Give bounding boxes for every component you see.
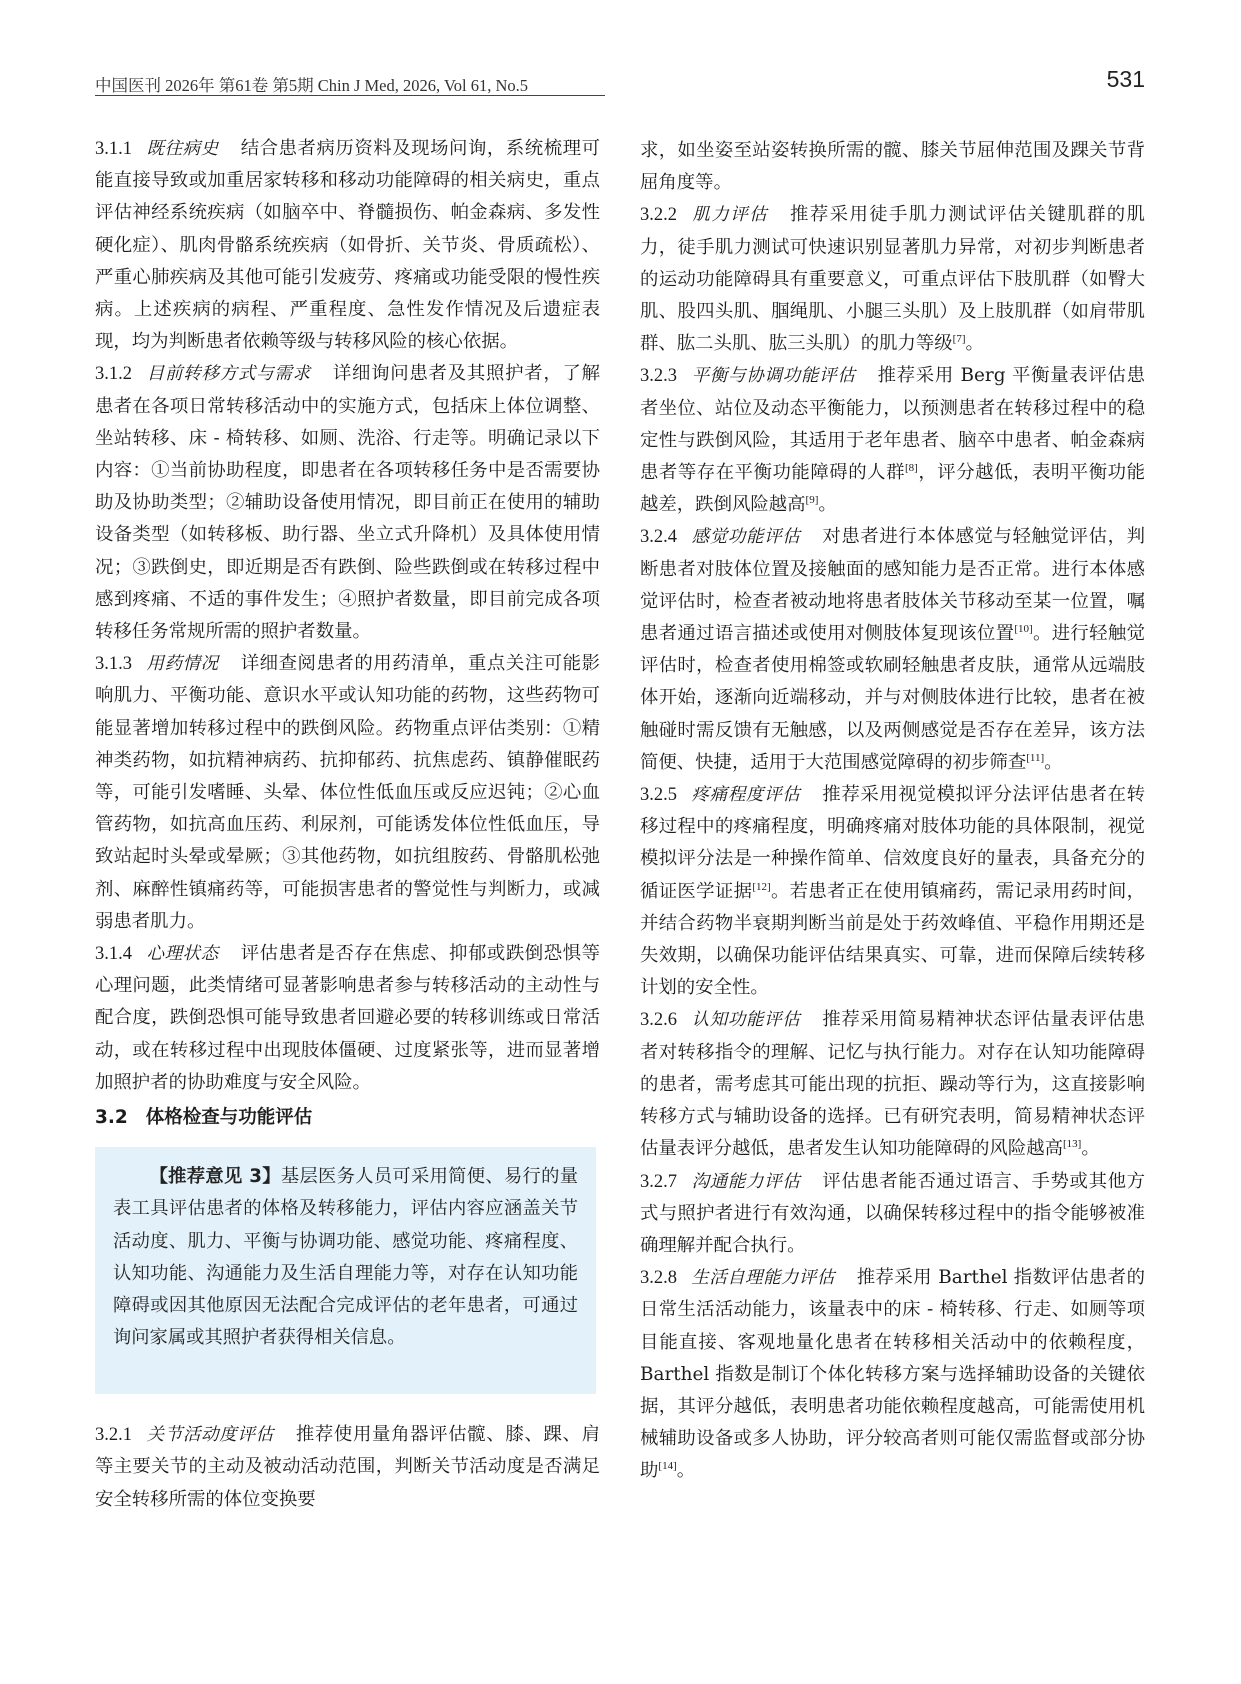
paragraph-body: 推荐采用简易精神状态评估量表评估患者对转移指令的理解、记忆与执行能力。对存在认知功能障碍的患者，需考虑其可能出现的抗拒、躁动等行为，这直接影响转移方式与辅助设备的选择。已有研究表明，简易精神状态评估量表评分越低，患者发生认知功能障碍的风险越高 bbox=[640, 1009, 1145, 1160]
paragraph-tail: 。若患者正在使用镇痛药，需记录用药时间，并结合药物半衰期判断当前是处于药效峰值、平稳作用期还是失效期，以确保功能评估结果真实、可靠，进而保障后续转移计划的安全性。 bbox=[640, 880, 1145, 999]
paragraph-body: 推荐采用视觉模拟评分法评估患者在转移过程中的疼痛程度，明确疼痛对肢体功能的具体限制，视觉模拟评分法是一种操作简单、信效度良好的量表，具备充分的循证医学证据 bbox=[640, 784, 1145, 902]
paragraph-3-2-2 bbox=[640, 199, 1145, 360]
paragraph-heading: 平衡与协调功能评估 bbox=[691, 366, 856, 387]
paragraph-3-2-8 bbox=[640, 1262, 1145, 1487]
section-number: 3.2 bbox=[95, 1107, 128, 1129]
paragraph-3-2-1-continued bbox=[640, 135, 1145, 199]
paragraph-heading: 用药情况 bbox=[146, 654, 219, 675]
paragraph-3-1-4 bbox=[95, 938, 600, 1099]
section-heading-3-2 bbox=[95, 1103, 600, 1133]
paragraph-body: 求，如坐姿至站姿转换所需的髋、膝关节屈伸范围及踝关节背屈角度等。 bbox=[640, 140, 1145, 194]
citation-ref: [9] bbox=[805, 494, 819, 507]
citation-ref: [8] bbox=[905, 461, 918, 474]
section-number: 3.1.1 bbox=[95, 139, 132, 159]
section-number: 3.1.2 bbox=[95, 364, 132, 385]
recommendation-text bbox=[113, 1161, 578, 1354]
paragraph-heading: 肌力评估 bbox=[691, 205, 769, 226]
paragraph-3-2-1 bbox=[95, 1419, 600, 1516]
paragraph-body: 详细询问患者及其照护者，了解患者在各项日常转移活动中的实施方式，包括床上体位调整、坐站转移、床 - 椅转移、如厕、洗浴、行走等。明确记录以下内容：①当前协助程度，即患者在各项转移任务中是否需要协助及协助类型；②辅助设备使用情况，即目前正在使用的辅助设备类型（如转移板、助行器、坐立式升降机）及具体使用情况；③跌倒史，即近期是否有跌倒、险些跌倒或在转移过程中感到疼痛、不适的事件发生；④照护者数量，即目前完成各项转移任务常规所需的照护者数量。 bbox=[95, 363, 600, 643]
section-number: 3.2.2 bbox=[640, 205, 677, 226]
paragraph-body: 推荐采用 Berg 平衡量表评估患者坐位、站位及动态平衡能力，以预测患者在转移过程中的稳定性与跌倒风险，其适用于老年患者、脑卒中患者、帕金森病患者等存在平衡功能障碍的人群 bbox=[640, 365, 1146, 484]
paragraph-heading: 既往病史 bbox=[146, 139, 219, 159]
paragraph-heading: 沟通能力评估 bbox=[691, 1171, 801, 1192]
paragraph-3-2-4 bbox=[640, 521, 1145, 779]
paragraph-body: 推荐采用徒手肌力测试评估关键肌群的肌力，徒手肌力测试可快速识别显著肌力异常，对初步判断患者的运动功能障碍具有重要意义，可重点评估下肢肌群（如臀大肌、股四头肌、腘绳肌、小腿三头肌）及上肢肌群（如肩带肌群、肱二头肌、肱三头肌）的肌力等级 bbox=[640, 204, 1145, 355]
paragraph-3-1-1 bbox=[95, 133, 600, 358]
page-number: 531 bbox=[1106, 66, 1145, 92]
citation-ref: [10] bbox=[1014, 622, 1033, 635]
section-number: 3.2.7 bbox=[640, 1171, 677, 1192]
section-number: 3.2.1 bbox=[95, 1425, 132, 1446]
left-column bbox=[95, 133, 600, 1516]
citation-ref: [7] bbox=[952, 333, 966, 346]
citation-ref: [11] bbox=[1026, 751, 1045, 764]
paragraph-heading: 感觉功能评估 bbox=[691, 527, 801, 548]
section-number: 3.1.4 bbox=[95, 944, 132, 965]
paragraph-tail: 。 bbox=[818, 494, 837, 516]
paragraph-mid: 。进行轻触觉评估时，检查者使用棉签或软刷轻触患者皮肤，通常从远端肢体开始，逐渐向近端移动，并与对侧肢体进行比较，患者在被触碰时需反馈有无触感，以及两侧感觉是否存在差异，该方法简便、快捷，适用于大范围感觉障碍的初步筛查 bbox=[640, 623, 1145, 773]
paragraph-heading: 关节活动度评估 bbox=[146, 1425, 274, 1446]
right-column bbox=[640, 135, 1145, 1488]
paragraph-tail: 。 bbox=[676, 1460, 696, 1482]
paragraph-body: 结合患者病历资料及现场问询，系统梳理可能直接导致或加重居家转移和移动功能障碍的相关病史，重点评估神经系统疾病（如脑卒中、脊髓损伤、帕金森病、多发性硬化症）、肌肉骨骼系统疾病（如骨折、关节炎、骨质疏松）、严重心肺疾病及其他可能引发疲劳、疼痛或功能受限的慢性疾病。上述疾病的病程、严重程度、急性发作情况及后遗症表现，均为判断患者依赖等级与转移风险的核心依据。 bbox=[95, 138, 600, 353]
paragraph-3-2-5 bbox=[640, 779, 1145, 1004]
section-number: 3.2.8 bbox=[640, 1268, 677, 1289]
recommendation-box bbox=[95, 1147, 596, 1394]
citation-ref: [12] bbox=[752, 880, 771, 893]
section-number: 3.2.5 bbox=[640, 785, 677, 806]
paragraph-body: 评估患者能否通过语言、手势或其他方式与照护者进行有效沟通，以确保转移过程中的指令能够被准确理解并配合执行。 bbox=[640, 1170, 1145, 1256]
paragraph-tail: 。 bbox=[965, 333, 984, 355]
paragraph-3-2-6 bbox=[640, 1004, 1145, 1165]
paragraph-mid: ，评分越低，表明平衡功能越差，跌倒风险越高 bbox=[640, 462, 1145, 516]
recommendation-label: 【推荐意见 3】 bbox=[149, 1166, 281, 1188]
paragraph-heading: 目前转移方式与需求 bbox=[146, 364, 311, 385]
paragraph-body: 详细查阅患者的用药清单，重点关注可能影响肌力、平衡功能、意识水平或认知功能的药物，这些药物可能显著增加转移过程中的跌倒风险。药物重点评估类别：①精神类药物，如抗精神病药、抗抑郁药、抗焦虑药、镇静催眠药等，可能引发嗜睡、头晕、体位性低血压或反应迟钝；②心血管药物，如抗高血压药、利尿剂，可能诱发体位性低血压，导致站起时头晕或晕厥；③其他药物，如抗组胺药、骨骼肌松弛剂、麻醉性镇痛药等，可能损害患者的警觉性与判断力，或减弱患者肌力。 bbox=[95, 653, 600, 932]
paragraph-tail: 。 bbox=[1044, 751, 1063, 773]
running-header bbox=[95, 66, 1145, 96]
paragraph-heading: 心理状态 bbox=[146, 944, 219, 965]
paragraph-tail: 。 bbox=[1081, 1138, 1100, 1160]
section-number: 3.2.4 bbox=[640, 527, 677, 548]
paragraph-3-1-2 bbox=[95, 358, 600, 648]
section-title: 体格检查与功能评估 bbox=[145, 1107, 313, 1129]
paragraph-heading: 认知功能评估 bbox=[691, 1010, 801, 1031]
recommendation-body: 基层医务人员可采用简便、易行的量表工具评估患者的体格及转移能力，评估内容应涵盖关节活动度、肌力、平衡与协调功能、感觉功能、疼痛程度、认知功能、沟通能力及生活自理能力等，对存在认知功能障碍或因其他原因无法配合完成评估的老年患者，可通过询问家属或其照护者获得相关信息。 bbox=[113, 1166, 579, 1349]
section-number: 3.2.3 bbox=[640, 366, 677, 387]
paragraph-heading: 疼痛程度评估 bbox=[691, 785, 801, 806]
paragraph-body: 对患者进行本体感觉与轻触觉评估，判断患者对肢体位置及接触面的感知能力是否正常。进行本体感觉评估时，检查者被动地将患者肢体关节移动至某一位置，嘱患者通过语言描述或使用对侧肢体复现该位置 bbox=[640, 526, 1145, 645]
citation-ref: [13] bbox=[1063, 1138, 1082, 1151]
paragraph-3-2-7 bbox=[640, 1166, 1145, 1263]
paragraph-body: 推荐采用 Barthel 指数评估患者的日常生活活动能力，该量表中的床 - 椅转移、行走、如厕等项目能直接、客观地量化患者在转移相关活动中的依赖程度，Barthel 指数是制订个体化转移方案与选择辅助设备的关键依据，其评分越低，表明患者功能依赖程度越高，可能需使用机械辅助设备或多人协助，评分较高者则可能仅需监督或部分协助 bbox=[640, 1267, 1146, 1482]
header-rule bbox=[95, 95, 605, 96]
paragraph-3-1-3 bbox=[95, 648, 600, 938]
paragraph-3-2-3 bbox=[640, 360, 1145, 521]
citation-ref: [14] bbox=[658, 1460, 677, 1473]
section-number: 3.1.3 bbox=[95, 654, 132, 675]
paragraph-body: 推荐使用量角器评估髋、膝、踝、肩等主要关节的主动及被动活动范围，判断关节活动度是否满足安全转移所需的体位变换要 bbox=[95, 1424, 600, 1510]
paragraph-body: 评估患者是否存在焦虑、抑郁或跌倒恐惧等心理问题，此类情绪可显著影响患者参与转移活动的主动性与配合度，跌倒恐惧可能导致患者回避必要的转移训练或日常活动，或在转移过程中出现肢体僵硬、过度紧张等，进而显著增加照护者的协助难度与安全风险。 bbox=[95, 943, 600, 1093]
paragraph-heading: 生活自理能力评估 bbox=[691, 1268, 835, 1289]
section-number: 3.2.6 bbox=[640, 1010, 677, 1031]
journal-citation: 中国医刊 2026年 第61卷 第5期 Chin J Med, 2026, Vol 61, No.5 bbox=[95, 76, 528, 95]
